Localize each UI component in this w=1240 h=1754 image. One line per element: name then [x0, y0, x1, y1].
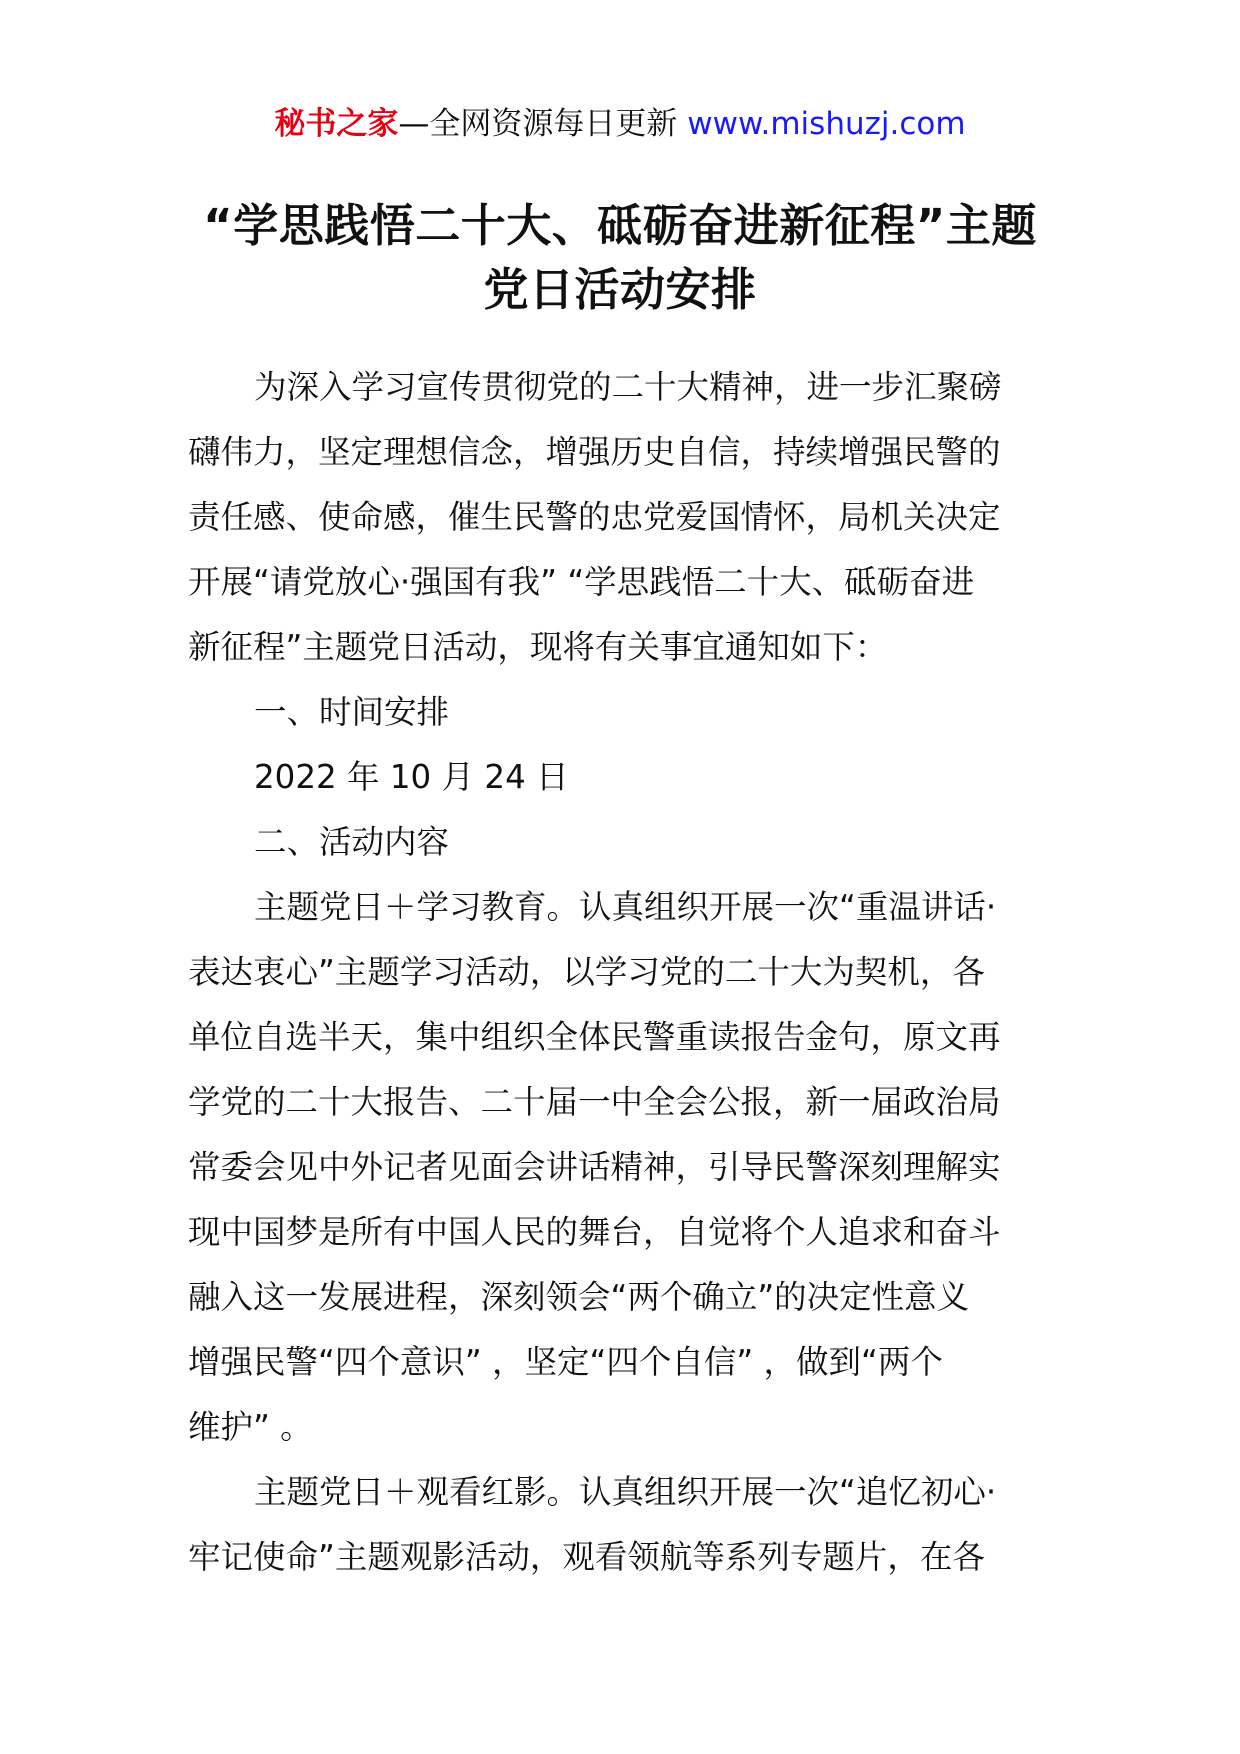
paragraph-2-line: 表达衷心”主题学习活动，以学习党的二十大为契机，各 — [188, 953, 985, 991]
paragraph-1-line: 为深入学习宣传贯彻党的二十大精神，进一步汇聚磅 — [254, 368, 1002, 406]
paragraph-2-line: 主题党日＋学习教育。认真组织开展一次“重温讲话· — [254, 888, 997, 926]
section-heading-content: 二、活动内容 — [254, 823, 450, 861]
title-line-2: 党日活动安排 — [483, 263, 757, 316]
paragraph-1-line: 责任感、使命感，催生民警的忠党爱国情怀，局机关决定 — [188, 498, 1001, 536]
document-body — [188, 355, 1058, 1590]
header-slogan: —全网资源每日更新 — [398, 106, 678, 142]
paragraph-2-line: 学党的二十大报告、二十届一中全会公报，新一届政治局 — [188, 1083, 1001, 1121]
paragraph-2-line: 融入这一发展进程，深刻领会“两个确立”的决定性意义 — [188, 1278, 970, 1316]
brand-name: 秘书之家 — [274, 106, 399, 142]
paragraph-3-line: 牢记使命”主题观影活动，观看领航等系列专题片，在各 — [188, 1538, 985, 1576]
paragraph-1-line: 礴伟力，坚定理想信念，增强历史自信，持续增强民警的 — [188, 433, 1001, 471]
paragraph-1-line: 开展“请党放心·强国有我” “学思践悟二十大、砥砺奋进 — [188, 563, 975, 601]
paragraph-2-line: 现中国梦是所有中国人民的舞台，自觉将个人追求和奋斗 — [188, 1213, 1001, 1251]
paragraph-2-line: 增强民警“四个意识” ，坚定“四个自信” ，做到“两个 — [188, 1343, 943, 1381]
title-line-1: “学思践悟二十大、砥砺奋进新征程”主题 — [203, 199, 1037, 252]
event-date: 2022 年 10 月 24 日 — [254, 758, 569, 796]
paragraph-1-line: 新征程”主题党日活动，现将有关事宜通知如下： — [188, 628, 888, 666]
document-title — [160, 194, 1080, 322]
paragraph-2-line: 常委会见中外记者见面会讲话精神，引导民警深刻理解实 — [188, 1148, 1001, 1186]
paragraph-2-line: 维护” 。 — [188, 1408, 313, 1446]
section-heading-time: 一、时间安排 — [254, 693, 450, 731]
paragraph-2-line: 单位自选半天，集中组织全体民警重读报告金句，原文再 — [188, 1018, 1001, 1056]
header-url[interactable]: www.mishuzj.com — [687, 106, 966, 142]
paragraph-3-line: 主题党日＋观看红影。认真组织开展一次“追忆初心· — [254, 1473, 997, 1511]
site-header — [0, 102, 1240, 146]
